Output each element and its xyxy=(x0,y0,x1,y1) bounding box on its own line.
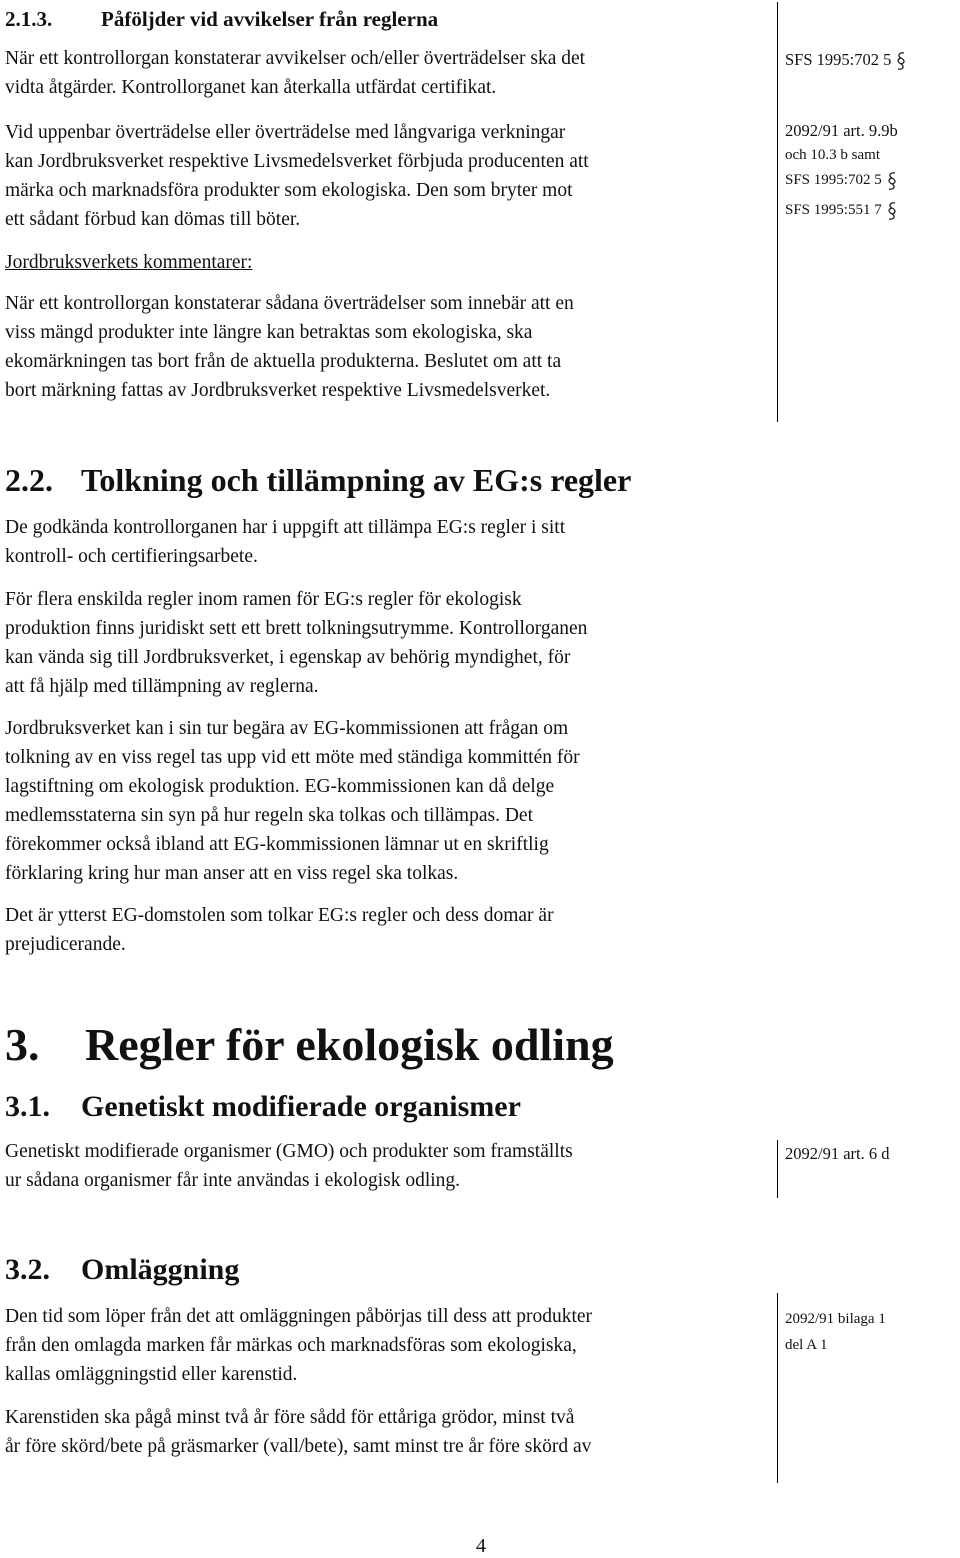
text-line: år före skörd/bete på gräsmarker (vall/bete), samt minst tre år före skörd av xyxy=(5,1436,592,1457)
paragraph-2-2-b xyxy=(5,585,587,701)
text-line: Vid uppenbar överträdelse eller överträdelse med långvariga verkningar xyxy=(5,122,566,143)
text-line: ur sådana organismer får inte användas i ekologisk odling. xyxy=(5,1170,461,1191)
section-heading-2-2 xyxy=(5,461,631,499)
margin-rule-middle xyxy=(777,1140,778,1198)
paragraph-2-1-3-c xyxy=(5,289,574,405)
text-line: Genetiskt modifierade organismer (GMO) och produkter som framställts xyxy=(5,1141,573,1162)
text-line: produktion finns juridiskt sett ett brett tolkningsutrymme. Kontrollorganen xyxy=(5,618,588,639)
text-line: kan vända sig till Jordbruksverket, i egenskap av behörig myndighet, för xyxy=(5,647,571,668)
section-number: 2.1.3. xyxy=(5,7,53,31)
text-line: vidta åtgärder. Kontrollorganet kan återkalla utfärdat certifikat. xyxy=(5,77,497,98)
text-line: prejudicerande. xyxy=(5,934,126,955)
section-number: 3.2. xyxy=(5,1253,50,1286)
text-line: När ett kontrollorgan konstaterar sådana överträdelser som innebär att en xyxy=(5,293,574,314)
section-number: 2.2. xyxy=(5,462,53,498)
page-number: 4 xyxy=(476,1535,486,1557)
text-line: viss mängd produkter inte längre kan betraktas som ekologiska, ska xyxy=(5,322,533,343)
chapter-heading-3 xyxy=(5,1018,614,1072)
text-line: När ett kontrollorgan konstaterar avvikelser och/eller överträdelser ska det xyxy=(5,48,586,69)
paragraph-2-1-3-b xyxy=(5,118,589,234)
ref-text: SFS 1995:702 5 xyxy=(785,50,892,69)
section-title: Omläggning xyxy=(81,1253,240,1286)
comments-heading: Jordbruksverkets kommentarer: xyxy=(5,252,253,273)
section-heading-2-1-3 xyxy=(5,6,438,32)
text-line: För flera enskilda regler inom ramen för EG:s regler för ekologisk xyxy=(5,589,522,610)
text-line: Jordbruksverket kan i sin tur begära av EG-kommissionen att frågan om xyxy=(5,718,569,739)
text-line: medlemsstaterna sin syn på hur regeln ska tolkas och tillämpas. Det xyxy=(5,805,533,826)
text-line: ekomärkningen tas bort från de aktuella produkterna. Beslutet om att ta xyxy=(5,351,562,372)
paragraph-3-2-b xyxy=(5,1403,591,1461)
ref-text: SFS 1995:551 7 xyxy=(785,202,882,218)
ref-text: 2092/91 bilaga 1 xyxy=(785,1311,886,1327)
text-line: förklaring kring hur man anser att en viss regel ska tolkas. xyxy=(5,863,459,884)
text-line: Den tid som löper från det att omläggningen påbörjas till dess att produkter xyxy=(5,1306,593,1327)
section-title: Tolkning och tillämpning av EG:s regler xyxy=(81,462,632,498)
chapter-number: 3. xyxy=(5,1019,40,1070)
text-line: märka och marknadsföra produkter som ekologiska. Den som bryter mot xyxy=(5,180,573,201)
text-line: bort märkning fattas av Jordbruksverket respektive Livsmedelsverket. xyxy=(5,380,551,401)
ref-text: SFS 1995:702 5 xyxy=(785,172,882,188)
margin-ref-5 xyxy=(785,200,898,221)
paragraph-2-1-3-a xyxy=(5,44,585,102)
section-title: Genetiskt modifierade organismer xyxy=(81,1090,521,1123)
margin-ref-4 xyxy=(785,170,898,191)
paragraph-2-2-c xyxy=(5,714,580,888)
paragraph-3-2-a xyxy=(5,1302,592,1389)
paragraph-sign-icon xyxy=(895,51,907,71)
margin-ref-6: 2092/91 art. 6 d xyxy=(785,1144,890,1163)
text-line: förekommer också ibland att EG-kommissionen lämnar ut en skriftlig xyxy=(5,834,549,855)
section-number: 3.1. xyxy=(5,1090,50,1123)
margin-rule-top xyxy=(777,2,778,422)
text-line: lagstiftning om ekologisk produktion. EG-kommissionen kan då delge xyxy=(5,776,555,797)
text-line: Det är ytterst EG-domstolen som tolkar EG:s regler och dess domar är xyxy=(5,905,554,926)
text-line: Karenstiden ska pågå minst två år före sådd för ettåriga grödor, minst två xyxy=(5,1407,575,1428)
paragraph-2-2-d xyxy=(5,901,554,959)
paragraph-sign-icon xyxy=(886,171,898,191)
margin-ref-1 xyxy=(785,49,907,71)
paragraph-sign-icon xyxy=(886,201,898,221)
paragraph-3-1-a xyxy=(5,1137,573,1195)
ref-text: del A 1 xyxy=(785,1337,828,1353)
paragraph-2-2-a xyxy=(5,513,565,571)
section-title: Påföljder vid avvikelser från reglerna xyxy=(101,7,439,31)
margin-ref-7 xyxy=(785,1306,886,1358)
text-line: kallas omläggningstid eller karenstid. xyxy=(5,1364,298,1385)
margin-rule-bottom xyxy=(777,1293,778,1483)
text-line: från den omlagda marken får märkas och marknadsföras som ekologiska, xyxy=(5,1335,577,1356)
text-line: De godkända kontrollorganen har i uppgift att tillämpa EG:s regler i sitt xyxy=(5,517,566,538)
text-line: att få hjälp med tillämpning av reglerna. xyxy=(5,676,319,697)
section-heading-3-1 xyxy=(5,1088,521,1126)
text-line: ett sådant förbud kan dömas till böter. xyxy=(5,209,301,230)
text-line: tolkning av en viss regel tas upp vid ett möte med ständiga kommittén för xyxy=(5,747,580,768)
text-line: kontroll- och certifieringsarbete. xyxy=(5,546,258,567)
text-line: kan Jordbruksverket respektive Livsmedelsverket förbjuda producenten att xyxy=(5,151,589,172)
section-heading-3-2 xyxy=(5,1251,239,1289)
margin-ref-2: 2092/91 art. 9.9b xyxy=(785,121,898,140)
margin-ref-3: och 10.3 b samt xyxy=(785,147,880,163)
chapter-title: Regler för ekologisk odling xyxy=(85,1019,614,1070)
